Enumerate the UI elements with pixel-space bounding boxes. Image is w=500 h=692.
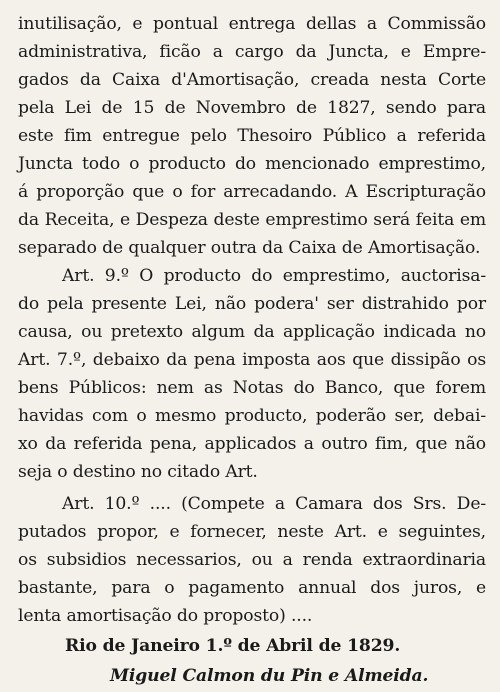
text-line: este fim entregue pelo Thesoiro Público a referida [18, 126, 486, 146]
text-line: os subsidios necessarios, ou a renda extraordinaria [18, 550, 486, 570]
text-line: separado de qualquer outra da Caixa de Amortisação. [18, 238, 481, 258]
text-line: havidas com o mesmo producto, poderão ser, debai- [18, 406, 486, 426]
article-9-heading: Art. 9.º O producto do emprestimo, auctorisa- [62, 266, 486, 286]
text-line: inutilisação, e pontual entrega dellas a Commissão [18, 14, 486, 34]
text-line: do pela presente Lei, não podera' ser distrahido por [18, 294, 486, 314]
article-10-heading: Art. 10.º .... (Compete a Camara dos Srs. De- [62, 494, 486, 514]
text-line: putados propor, e fornecer, neste Art. e seguintes, [18, 522, 486, 542]
text-line: Art. 7.º, debaixo da pena imposta aos que dissipão os [18, 350, 486, 370]
text-line: da Receita, e Despeza deste emprestimo será feita em [18, 210, 486, 230]
text-line: lenta amortisação do proposto) .... [18, 606, 313, 626]
signature: Miguel Calmon du Pin e Almeida. [110, 666, 429, 686]
text-line: gados da Caixa d'Amortisação, creada nesta Corte [18, 70, 486, 90]
text-line: á proporção que o for arrecadando. A Escripturação [18, 182, 486, 202]
text-line: Juncta todo o producto do mencionado emprestimo, [18, 154, 486, 174]
text-line: bastante, para o pagamento annual dos juros, e [18, 578, 486, 598]
text-line: administrativa, ficão a cargo da Juncta, e Empre- [18, 42, 486, 62]
text-line: seja o destino no citado Art. [18, 462, 258, 482]
text-line: pela Lei de 15 de Novembro de 1827, sendo para [18, 98, 486, 118]
text-line: xo da referida pena, applicados a outro fim, que não [18, 434, 486, 454]
text-line: bens Públicos: nem as Notas do Banco, que forem [18, 378, 486, 398]
document-date: Rio de Janeiro 1.º de Abril de 1829. [65, 636, 401, 656]
text-line: causa, ou pretexto algum da applicação indicada no [18, 322, 486, 342]
